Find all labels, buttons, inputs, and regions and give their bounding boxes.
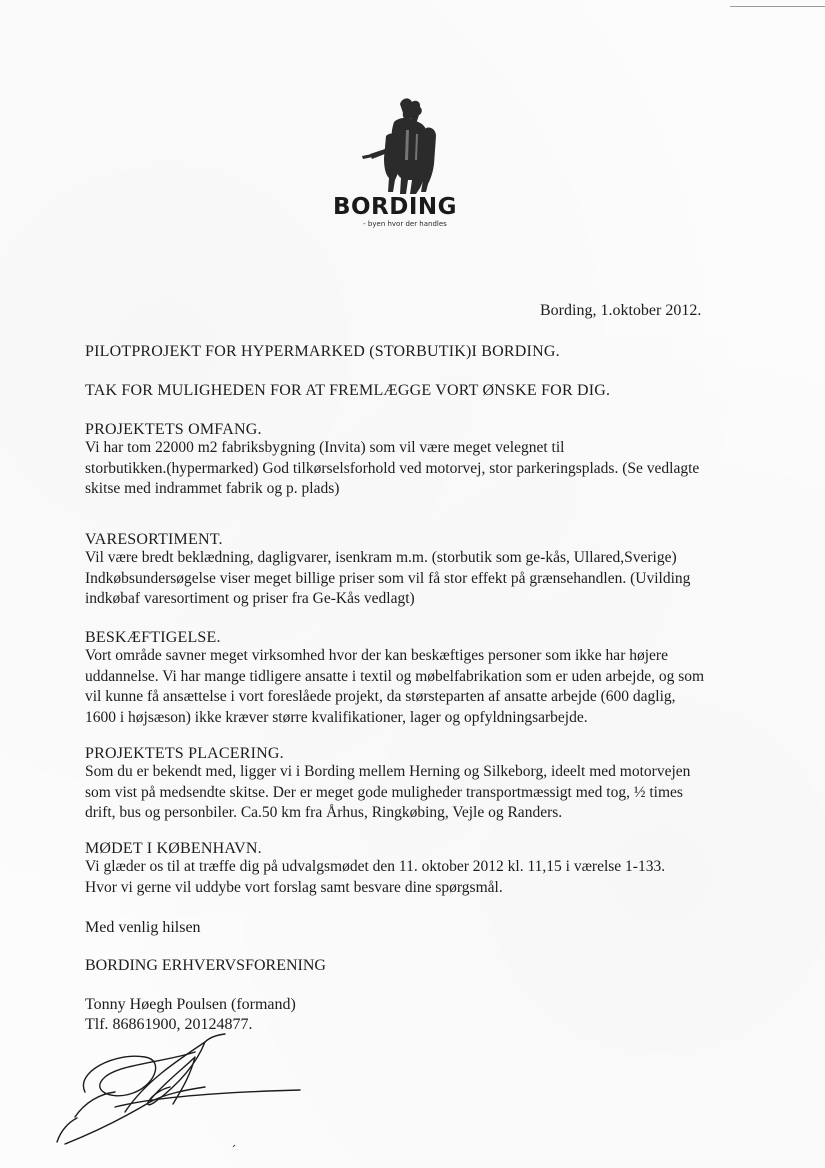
bording-logo: [330, 96, 480, 236]
body-line: Vort område savner meget virksomhed hvor der kan beskæftiges personer som ikke har højere: [85, 647, 668, 664]
body-line: storbutikken.(hypermarked) God tilkørselsforhold ved motorvej, stor parkeringsplads. (Se vedlagte: [85, 459, 700, 477]
organization-name: BORDING ERHVERVSFORENING: [85, 957, 326, 974]
section-body: [85, 857, 775, 898]
section-body: [85, 438, 775, 500]
section-heading: PROJEKTETS OMFANG.: [85, 421, 262, 438]
section-heading: PROJEKTETS PLACERING.: [85, 745, 284, 762]
section-body: [85, 646, 775, 728]
body-line: vil kunne få ansættelse i vort foreslåede projekt, da størsteparten af ansatte arbejde (600 daglig,: [85, 688, 676, 706]
body-line: Indkøbsundersøgelse viser meget billige priser som vil få stor effekt på grænsehandlen. (Uvilding: [85, 569, 691, 587]
section-heading: MØDET I KØBENHAVN.: [85, 840, 262, 857]
logo-wordmark: BORDING: [332, 194, 458, 220]
phone-numbers: Tlf. 86861900, 20124877.: [85, 1016, 253, 1033]
logo-tagline: - byen hvor der handles: [363, 220, 447, 228]
body-line: indkøbaf varesortiment og priser fra Ge-Kås vedlagt): [85, 590, 415, 608]
signer-name: Tonny Høegh Poulsen (formand): [85, 996, 296, 1013]
body-line: drift, bus og personbiler. Ca.50 km fra Århus, Ringkøbing, Vejle og Randers.: [85, 804, 563, 822]
body-line: Som du er bekendt med, ligger vi i Bording mellem Herning og Silkeborg, ideelt med motorvejen: [85, 763, 691, 780]
section-body: [85, 762, 775, 824]
body-line: Hvor vi gerne vil uddybe vort forslag samt besvare dine spørgsmål.: [85, 878, 503, 896]
section-body: [85, 548, 775, 610]
scan-edge-mark: [730, 0, 825, 7]
body-line: uddannelse. Vi har mange tidligere ansatte i textil og møbelfabrikation som er uden arbejde, og som: [85, 667, 705, 685]
body-line: Vi glæder os til at træffe dig på udvalgsmødet den 11. oktober 2012 kl. 11,15 i værelse 1-133.: [85, 858, 666, 875]
body-line: 1600 i højsæson) ikke kræver større kvalifikationer, lager og opfyldningsarbejde.: [85, 708, 588, 726]
letter-intro: TAK FOR MULIGHEDEN FOR AT FREMLÆGGE VORT ØNSKE FOR DIG.: [85, 382, 611, 399]
crowd-statue-icon: [350, 96, 460, 196]
handwritten-signature: [55, 1032, 305, 1147]
body-line: skitse med indrammet fabrik og p. plads): [85, 480, 340, 498]
body-line: Vi har tom 22000 m2 fabriksbygning (Invita) som vil være meget velegnet til: [85, 439, 565, 456]
body-line: Vil være bredt beklædning, dagligvarer, isenkram m.m. (storbutik som ge-kås, Ullared,Sverige): [85, 549, 677, 566]
body-line: som vist på medsendte skitse. Der er meget gode muligheder transportmæssigt med tog, ½ times: [85, 783, 683, 801]
section-heading: VARESORTIMENT.: [85, 531, 223, 548]
closing-greeting: Med venlig hilsen: [85, 919, 201, 936]
letter-subject: PILOTPROJEKT FOR HYPERMARKED (STORBUTIK)I BORDING.: [85, 343, 560, 360]
section-heading: BESKÆFTIGELSE.: [85, 629, 221, 646]
letter-date: Bording, 1.oktober 2012.: [540, 302, 702, 319]
